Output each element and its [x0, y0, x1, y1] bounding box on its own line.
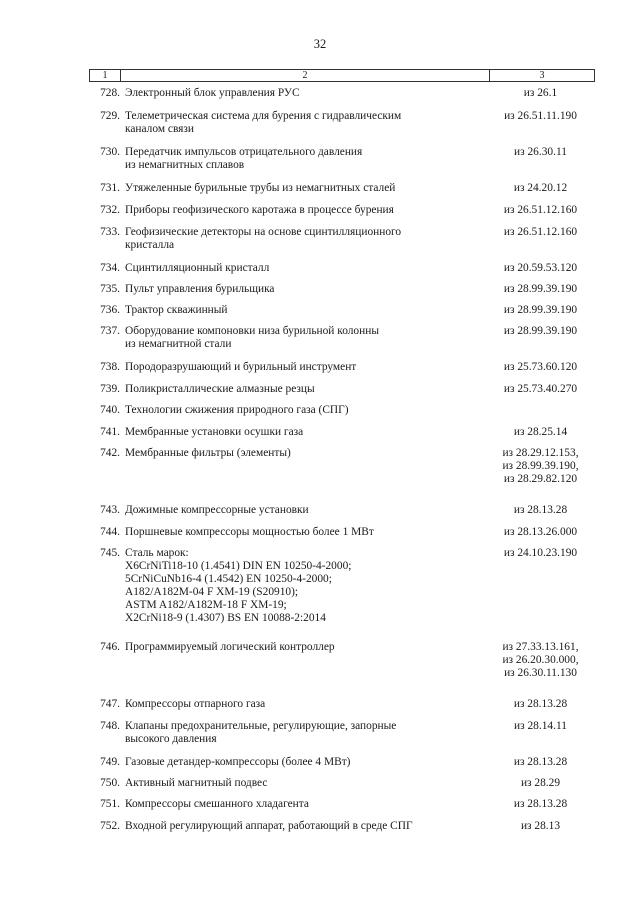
row-name: Поликристаллические алмазные резцы — [125, 383, 315, 395]
row-number: 742. — [100, 447, 120, 459]
row-number: 749. — [100, 756, 120, 768]
row-name: Сцинтилляционный кристалл — [125, 262, 270, 274]
row-code: из 26.30.11 — [514, 146, 567, 158]
row-name: Входной регулирующий аппарат, работающий в среде СПГ — [125, 820, 413, 832]
row-number: 739. — [100, 383, 120, 395]
row-code: из 28.13.28 — [513, 698, 568, 710]
row-number: 748. — [100, 720, 120, 732]
row-number: 745. — [100, 547, 120, 559]
row-number: 737. — [100, 325, 120, 337]
row-number: 728. — [100, 87, 120, 99]
row-code: из 28.99.39.190 — [503, 325, 578, 337]
row-code: из 20.59.53.120 — [503, 262, 578, 274]
row-name: Клапаны предохранительные, регулирующие, запорные высокого давления — [125, 720, 397, 745]
row-code: из 28.29.12.153, из 28.99.39.190, из 28.29.82.120 — [502, 447, 579, 485]
header-col-3: 3 — [539, 70, 545, 81]
row-number: 734. — [100, 262, 120, 274]
row-code: из 28.13 — [520, 820, 561, 832]
row-number: 740. — [100, 404, 120, 416]
row-number: 735. — [100, 283, 120, 295]
row-number: 743. — [100, 504, 120, 516]
row-code: из 24.20.12 — [513, 182, 568, 194]
row-name: Мембранные установки осушки газа — [125, 426, 304, 438]
row-code: из 28.13.28 — [513, 756, 568, 768]
row-code: из 26.51.12.160 — [503, 226, 578, 238]
header-col-2: 2 — [121, 70, 490, 81]
row-number: 732. — [100, 204, 120, 216]
row-code: из 28.99.39.190 — [503, 283, 578, 295]
row-number: 752. — [100, 820, 120, 832]
row-code: из 26.51.11.190 — [504, 110, 577, 122]
row-code: из 25.73.40.270 — [503, 383, 578, 395]
row-name: Электронный блок управления РУС — [125, 87, 300, 99]
row-code: из 27.33.13.161, из 26.20.30.000, из 26.30.11.130 — [502, 641, 579, 679]
row-code: из 28.29 — [520, 777, 561, 789]
row-code: из 28.13.26.000 — [503, 526, 578, 538]
row-number: 744. — [100, 526, 120, 538]
row-code: из 26.1 — [523, 87, 558, 99]
row-code: из 26.51.12.160 — [503, 204, 578, 216]
row-name: Компрессоры смешанного хладагента — [125, 798, 309, 810]
row-name: Трактор скважинный — [125, 304, 228, 316]
page-number: 32 — [313, 37, 327, 51]
row-number: 730. — [100, 146, 120, 158]
row-number: 741. — [100, 426, 120, 438]
row-name: Приборы геофизического каротажа в процессе бурения — [125, 204, 394, 216]
table-header — [89, 69, 595, 82]
row-number: 747. — [100, 698, 120, 710]
row-name: Оборудование компоновки низа бурильной колонны из немагнитной стали — [125, 325, 379, 350]
row-name: Геофизические детекторы на основе сцинтилляционного кристалла — [125, 226, 402, 251]
row-name: Сталь марок: X6CrNiTi18-10 (1.4541) DIN EN 10250-4-2000; 5CrNiCuNb16-4 (1.4542) EN 10250-4-2000; A182/A182M-04 F XM-19 (S20910); ASTM A182/A182M-18 F XM-19; X2CrNi18-9 (1.4307) BS EN 10088-2:2014 — [125, 547, 352, 624]
row-code: из 24.10.23.190 — [503, 547, 578, 559]
row-number: 750. — [100, 777, 120, 789]
row-code: из 28.25.14 — [513, 426, 568, 438]
row-name: Активный магнитный подвес — [125, 777, 268, 789]
row-name: Мембранные фильтры (элементы) — [125, 447, 291, 459]
row-name: Дожимные компрессорные установки — [125, 504, 309, 516]
row-name: Утяжеленные бурильные трубы из немагнитных сталей — [125, 182, 396, 194]
row-name: Программируемый логический контроллер — [125, 641, 335, 653]
row-number: 729. — [100, 110, 120, 122]
row-name: Породоразрушающий и бурильный инструмент — [125, 361, 357, 373]
row-number: 733. — [100, 226, 120, 238]
row-number: 738. — [100, 361, 120, 373]
row-code: из 28.14.11 — [514, 720, 567, 732]
row-number: 746. — [100, 641, 120, 653]
row-code: из 25.73.60.120 — [503, 361, 578, 373]
row-number: 736. — [100, 304, 120, 316]
row-number: 731. — [100, 182, 120, 194]
row-name: Компрессоры отпарного газа — [125, 698, 266, 710]
row-name: Телеметрическая система для бурения с гидравлическим каналом связи — [125, 110, 402, 135]
row-name: Передатчик импульсов отрицательного давления из немагнитных сплавов — [125, 146, 363, 171]
row-name: Технологии сжижения природного газа (СПГ) — [125, 404, 349, 416]
header-col-1: 1 — [90, 70, 121, 81]
row-name: Газовые детандер-компрессоры (более 4 МВт) — [125, 756, 351, 768]
row-code: из 28.99.39.190 — [503, 304, 578, 316]
row-name: Пульт управления бурильщика — [125, 283, 275, 295]
row-name: Поршневые компрессоры мощностью более 1 МВт — [125, 526, 374, 538]
row-code: из 28.13.28 — [513, 798, 568, 810]
row-code: из 28.13.28 — [513, 504, 568, 516]
row-number: 751. — [100, 798, 120, 810]
